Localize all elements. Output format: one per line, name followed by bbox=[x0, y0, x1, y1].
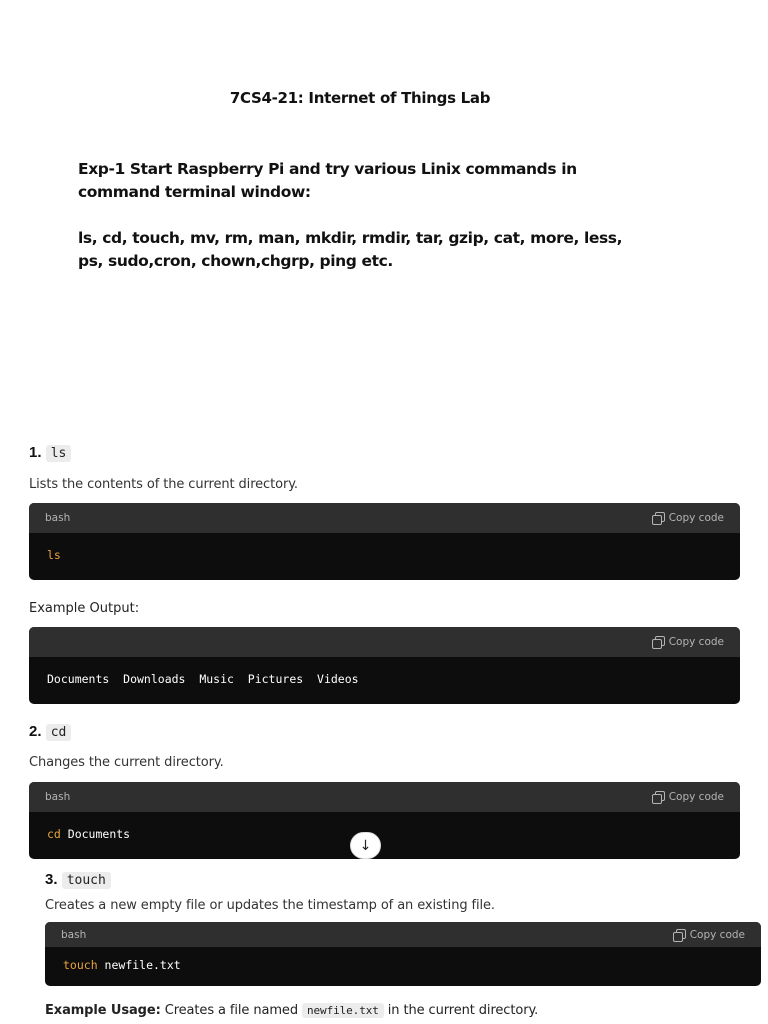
copy-code-label: Copy code bbox=[668, 512, 724, 524]
copy-code-button[interactable] bbox=[652, 512, 724, 524]
section-description-ls: Lists the contents of the current directory. bbox=[29, 477, 298, 492]
section-heading-cd bbox=[29, 723, 71, 740]
code-language-label: bash bbox=[61, 928, 87, 941]
copy-code-button[interactable] bbox=[652, 636, 724, 648]
copy-code-label: Copy code bbox=[668, 791, 724, 803]
example-usage-line bbox=[45, 1003, 538, 1018]
example-output-label: Example Output: bbox=[29, 601, 140, 616]
copy-icon bbox=[652, 512, 664, 524]
copy-icon bbox=[652, 636, 664, 648]
arrow-down-icon: ↓ bbox=[359, 837, 372, 854]
code-block-cd bbox=[29, 782, 740, 859]
example-usage-label: Example Usage: bbox=[45, 1003, 161, 1018]
section-number: 3. bbox=[45, 871, 58, 888]
section-number: 1. bbox=[29, 444, 42, 461]
inline-code-cd: cd bbox=[46, 724, 72, 741]
code-block-header bbox=[45, 922, 761, 947]
code-argument: newfile.txt bbox=[97, 958, 181, 972]
experiment-statement: Exp-1 Start Raspberry Pi and try various Linix commands in command terminal window: bbox=[78, 160, 577, 201]
section-description-touch: Creates a new empty file or updates the timestamp of an existing file. bbox=[45, 898, 495, 913]
code-block-touch bbox=[45, 922, 761, 986]
code-keyword: touch bbox=[63, 958, 98, 972]
document-title: 7CS4-21: Internet of Things Lab bbox=[229, 89, 491, 107]
code-block-ls bbox=[29, 503, 740, 580]
code-keyword: ls bbox=[47, 548, 61, 562]
code-language-label: bash bbox=[45, 512, 71, 524]
code-block-header bbox=[29, 782, 740, 812]
inline-code-touch: touch bbox=[62, 872, 111, 889]
code-content bbox=[45, 947, 761, 983]
section-heading-touch bbox=[45, 871, 111, 888]
experiment-block bbox=[78, 158, 638, 296]
section-heading-ls bbox=[29, 444, 71, 461]
copy-icon bbox=[673, 929, 685, 941]
copy-code-label: Copy code bbox=[668, 636, 724, 648]
code-keyword: cd bbox=[47, 827, 61, 841]
section-number: 2. bbox=[29, 723, 42, 740]
usage-text: Creates a file named bbox=[160, 1003, 303, 1018]
usage-text: in the current directory. bbox=[383, 1003, 539, 1018]
copy-code-button[interactable] bbox=[652, 791, 724, 803]
section-description-cd: Changes the current directory. bbox=[29, 755, 224, 770]
copy-code-button[interactable] bbox=[673, 929, 745, 941]
code-block-header bbox=[29, 627, 740, 657]
code-content: Documents Downloads Music Pictures Videos bbox=[47, 672, 359, 686]
code-block-header bbox=[29, 503, 740, 533]
code-content bbox=[29, 812, 740, 856]
code-language-label: bash bbox=[45, 791, 71, 803]
commands-list: ls, cd, touch, mv, rm, man, mkdir, rmdir, tar, gzip, cat, more, less, ps, sudo,cron, chown,chgrp, ping etc. bbox=[78, 229, 623, 270]
inline-code-ls: ls bbox=[46, 445, 72, 462]
scroll-down-button[interactable] bbox=[350, 832, 381, 859]
code-argument: Documents bbox=[60, 827, 131, 841]
copy-code-label: Copy code bbox=[689, 928, 745, 941]
code-block-output bbox=[29, 627, 740, 704]
code-content bbox=[29, 533, 740, 577]
copy-icon bbox=[652, 791, 664, 803]
inline-code-filename: newfile.txt bbox=[302, 1003, 384, 1018]
